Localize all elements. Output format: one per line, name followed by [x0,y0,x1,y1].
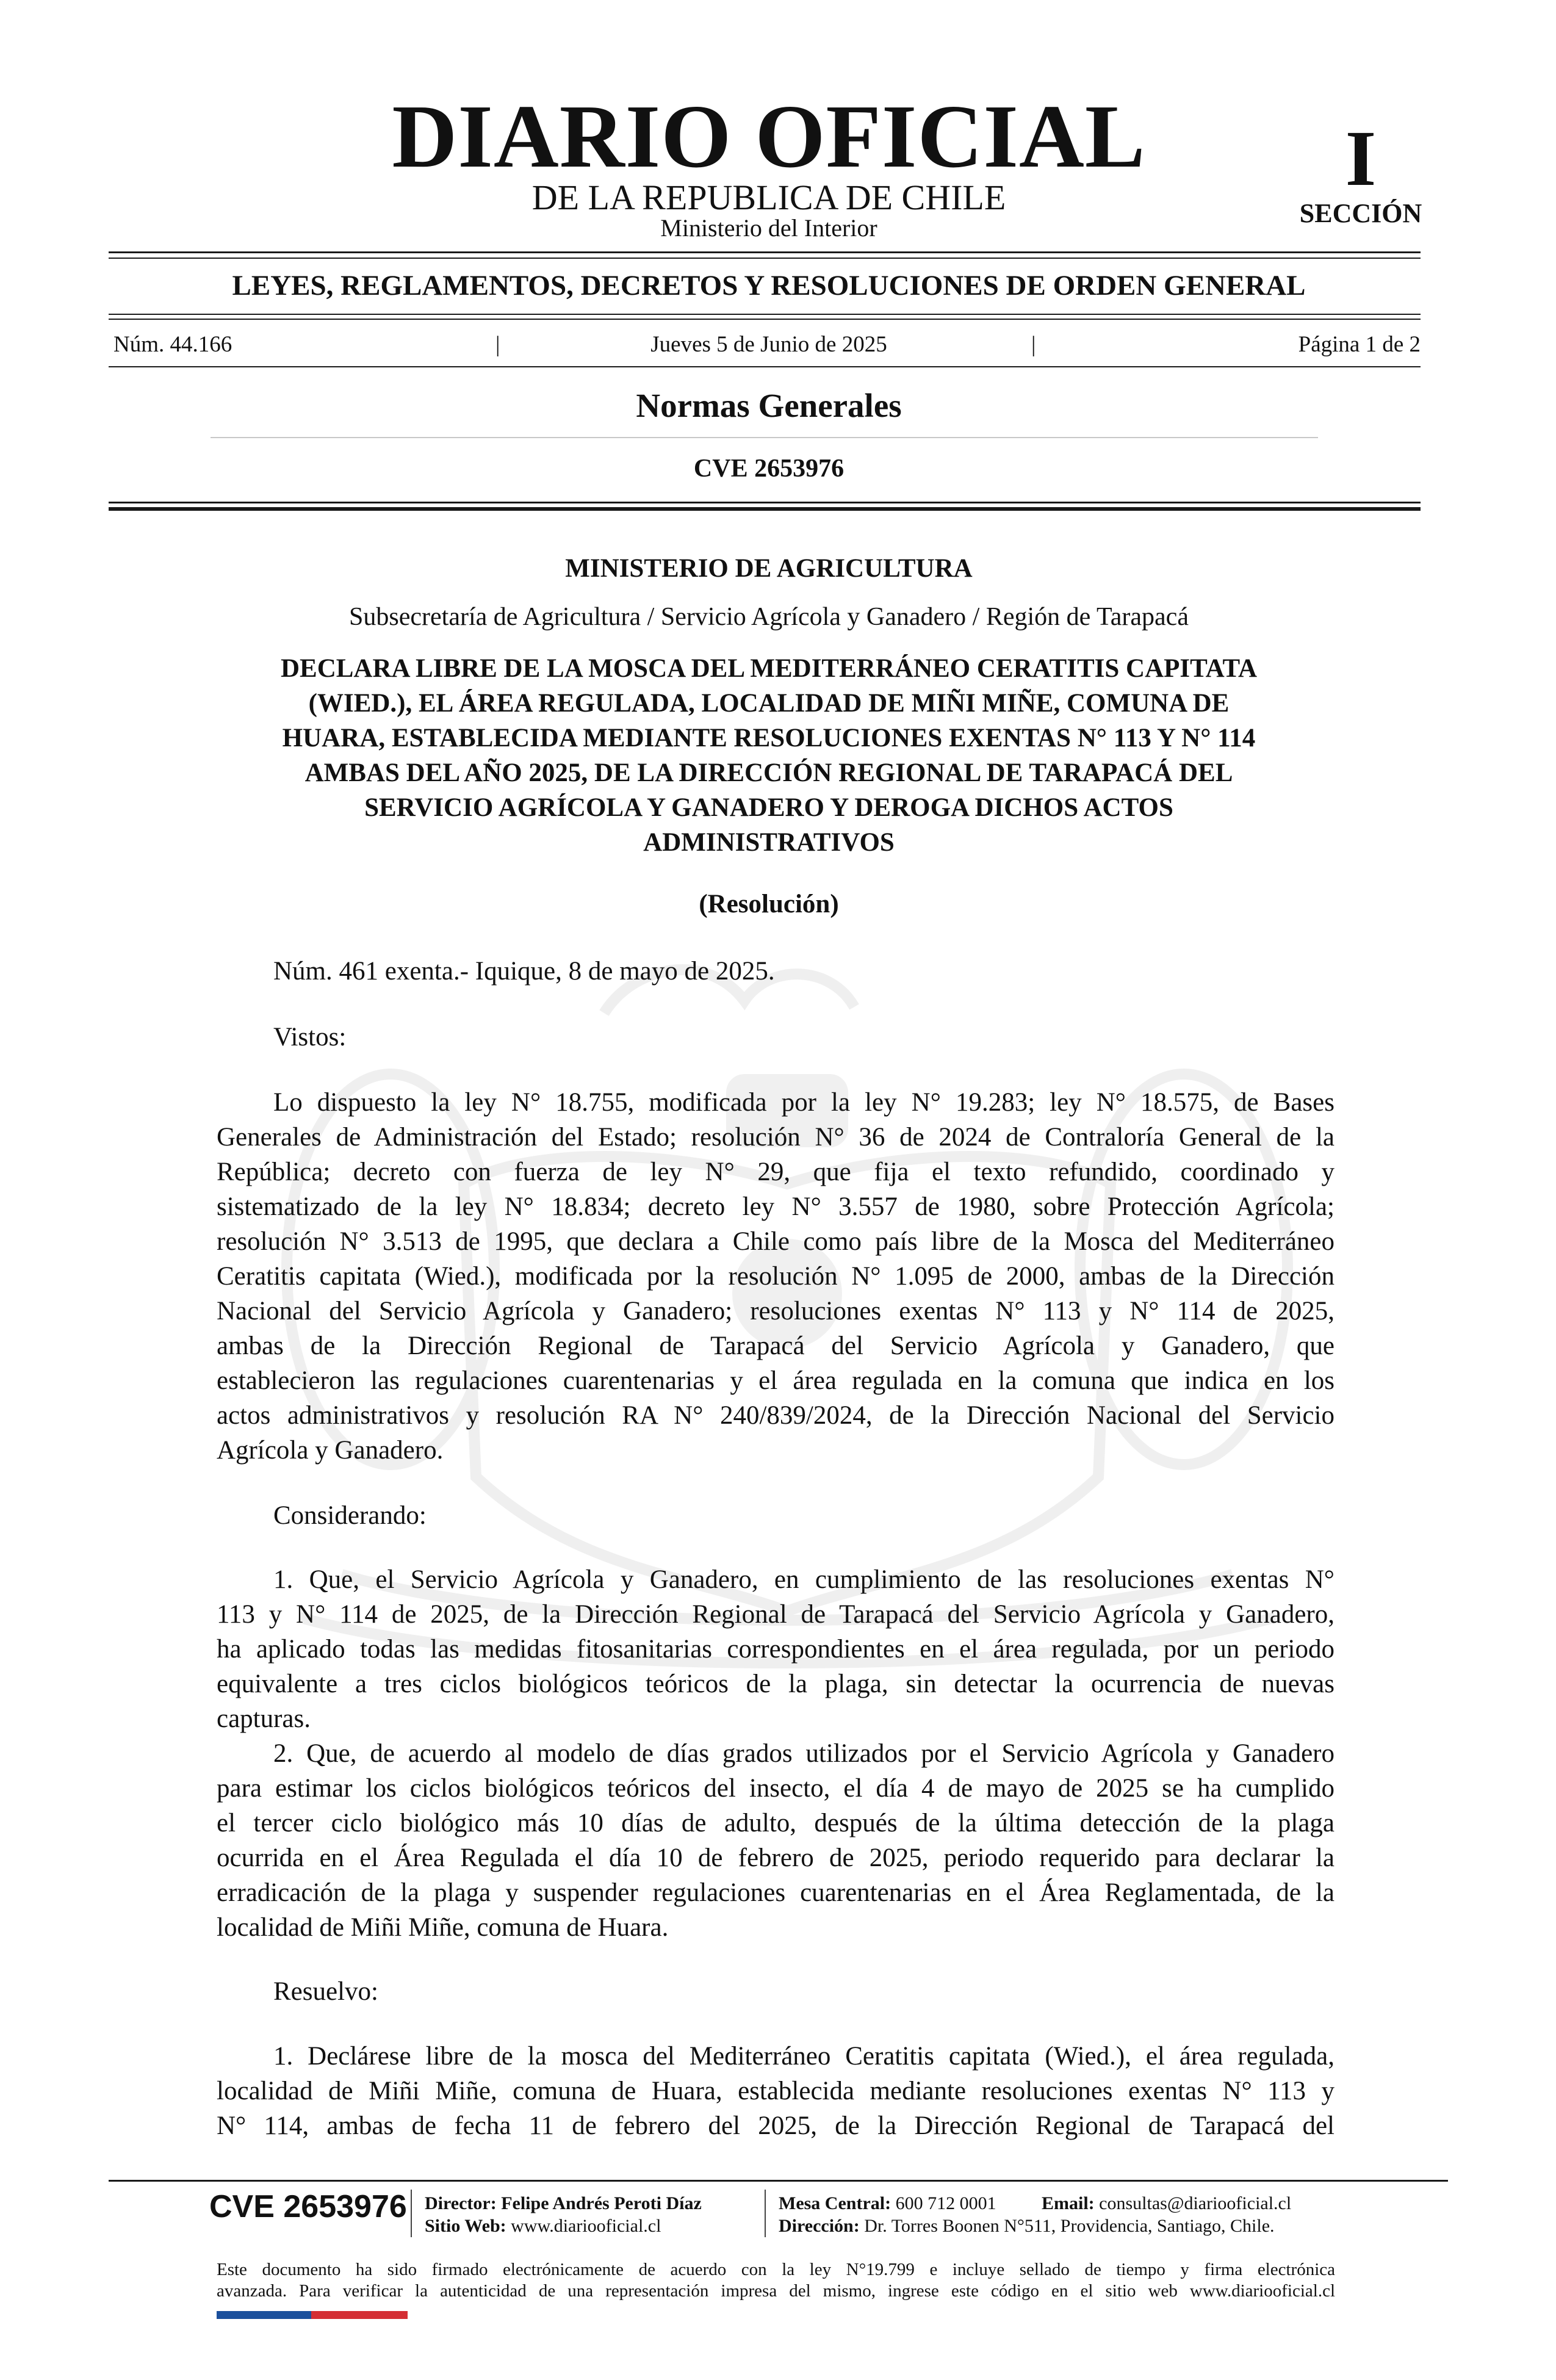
footer-cve-code: CVE 2653976 [209,2189,407,2224]
declaration-title-line: AMBAS DEL AÑO 2025, DE LA DIRECCIÓN REGIONAL DE TARAPACÁ DEL [304,759,1233,787]
meta-separator: | [495,332,500,357]
considerando-line: localidad de Miñi Miñe, comuna de Huara. [217,1913,669,1942]
page-indicator: Página 1 de 2 [1298,332,1421,357]
subsecretaria-line: Subsecretaría de Agricultura / Servicio Agrícola y Ganadero / Región de Tarapacá [349,603,1189,631]
flag-stripe-red [311,2311,408,2319]
vistos-line: establecieron las regulaciones cuarentenarias y el área regulada en la comuna que indica en los [217,1366,1334,1395]
considerando-line: 1. Que, el Servicio Agrícola y Ganadero, en cumplimiento de las resoluciones exentas N° [273,1565,1334,1594]
resuelvo-line: N° 114, ambas de fecha 11 de febrero del 2025, de la Dirección Regional de Tarapacá del [217,2111,1334,2140]
phone-number: 600 712 0001 [895,2193,996,2213]
website-link[interactable]: www.diariooficial.cl [511,2216,661,2236]
vistos-line: Ceratitis capitata (Wied.), modificada por la resolución N° 1.095 de 2000, ambas de la Dirección [217,1262,1334,1291]
cve-code: CVE 2653976 [693,455,845,483]
address-label: Dirección: [779,2216,860,2236]
considerando-line: 113 y N° 114 de 2025, de la Dirección Regional de Tarapacá del Servicio Agrícola y Ganadero, [217,1600,1334,1629]
vistos-line: Generales de Administración del Estado; resolución N° 36 de 2024 de Contraloría General de la [217,1123,1334,1152]
vistos-line: resolución N° 3.513 de 1995, que declara a Chile como país libre de la Mosca del Mediterráneo [217,1227,1334,1256]
section-heading: LEYES, REGLAMENTOS, DECRETOS Y RESOLUCIONES DE ORDEN GENERAL [232,270,1306,301]
masthead-ministry: Ministerio del Interior [660,214,877,242]
meta-rule [109,366,1421,367]
vistos-label: Vistos: [273,1023,347,1051]
masthead-title: DIARIO OFICIAL [392,87,1146,187]
considerando-line: para estimar los ciclos biológicos teóricos del insecto, el día 4 de mayo de 2025 se ha cumplido [217,1774,1334,1803]
footer-director [425,2194,702,2213]
considerando-line: equivalente a tres ciclos biológicos teóricos de la plaga, sin detectar la ocurrencia de nuevas [217,1670,1334,1698]
masthead-rule-thin [109,258,1421,259]
considerando-line: ha aplicado todas las medidas fitosanitarias correspondientes en el área regulada, por un periodo [217,1635,1334,1664]
vistos-line: sistematizado de la ley N° 18.834; decreto ley N° 3.557 de 1980, sobre Protección Agrícola; [217,1192,1334,1221]
section-rule-thin [109,319,1421,320]
resuelvo-line: localidad de Miñi Miñe, comuna de Huara, establecida mediante resoluciones exentas N° 113 y [217,2077,1334,2105]
email-label: Email: [1042,2193,1095,2213]
declaration-title [201,651,1336,860]
vistos-line: República; decreto con fuerza de ley N° 29, que fija el texto refundido, coordinado y [217,1158,1334,1186]
meta-separator: | [1031,332,1036,357]
vistos-line: Agrícola y Ganadero. [217,1436,444,1465]
footer-phone [779,2194,996,2213]
director-name: Felipe Andrés Peroti Díaz [501,2193,702,2213]
declaration-title-line: HUARA, ESTABLECIDA MEDIANTE RESOLUCIONES EXENTAS N° 113 Y N° 114 [282,724,1256,752]
footer-email [1042,2194,1291,2213]
director-label: Director: [425,2193,497,2213]
masthead-rule [109,251,1421,253]
header-bottom-rule [109,502,1421,503]
footer-divider [765,2190,766,2237]
footer-website [425,2217,661,2235]
footer-signature-note: Este documento ha sido firmado electrónicamente de acuerdo con la ley N°19.799 e incluye sellado de tiempo y firma electrónica [217,2260,1335,2279]
phone-label: Mesa Central: [779,2193,891,2213]
resuelvo-label: Resuelvo: [273,1977,378,2006]
footer-address [779,2217,1275,2235]
email-link[interactable]: consultas@diariooficial.cl [1099,2193,1292,2213]
footer-signature-note: avanzada. Para verificar la autenticidad de una representación impresa del mismo, ingrese este código en el sitio web www.diariooficial.cl [217,2281,1335,2301]
resolution-label: (Resolución) [699,890,839,918]
considerando-label: Considerando: [273,1501,427,1530]
declaration-title-line: SERVICIO AGRÍCOLA Y GANADERO Y DEROGA DICHOS ACTOS [364,793,1173,822]
vistos-line: actos administrativos y resolución RA N° 240/839/2024, de la Dirección Nacional del Servicio [217,1401,1334,1430]
ministry-name: MINISTERIO DE AGRICULTURA [565,554,973,583]
vistos-line: ambas de la Dirección Regional de Tarapacá del Servicio Agrícola y Ganadero, que [217,1332,1334,1360]
norm-rule [211,437,1318,438]
considerando-line: erradicación de la plaga y suspender regulaciones cuarentenarias en el Área Reglamentada, de la [217,1878,1334,1907]
considerando-line: capturas. [217,1704,311,1733]
declaration-title-line: ADMINISTRATIVOS [643,828,895,857]
issue-date: Jueves 5 de Junio de 2025 [650,332,887,357]
considerando-line: ocurrida en el Área Regulada el día 10 de febrero de 2025, periodo requerido para declarar la [217,1844,1334,1872]
website-label: Sitio Web: [425,2216,506,2236]
footer-rule [109,2180,1448,2182]
section-label: SECCIÓN [1299,198,1422,228]
considerando-line: el tercer ciclo biológico más 10 días de adulto, después de la última detección de la plaga [217,1809,1334,1837]
vistos-line: Nacional del Servicio Agrícola y Ganadero; resoluciones exentas N° 113 y N° 114 de 2025, [217,1297,1334,1325]
header-bottom-rule-thick [109,507,1421,511]
resolution-number: Núm. 461 exenta.- Iquique, 8 de mayo de 2025. [273,957,775,986]
vistos-line: Lo dispuesto la ley N° 18.755, modificada por la ley N° 19.283; ley N° 18.575, de Bases [273,1088,1334,1117]
declaration-title-line: (WIED.), EL ÁREA REGULADA, LOCALIDAD DE MIÑI MIÑE, COMUNA DE [308,689,1230,718]
issue-number: Núm. 44.166 [113,332,232,357]
declaration-title-line: DECLARA LIBRE DE LA MOSCA DEL MEDITERRÁNEO CERATITIS CAPITATA [280,654,1258,683]
masthead-subtitle: DE LA REPUBLICA DE CHILE [531,178,1006,217]
section-number: I [1345,115,1377,203]
resuelvo-line: 1. Declárese libre de la mosca del Mediterráneo Ceratitis capitata (Wied.), el área regulada, [273,2042,1334,2071]
considerando-line: 2. Que, de acuerdo al modelo de días grados utilizados por el Servicio Agrícola y Ganadero [273,1739,1334,1768]
footer-divider [411,2190,412,2237]
flag-stripe-blue [217,2311,311,2319]
section-rule [109,314,1421,315]
address-text: Dr. Torres Boonen N°511, Providencia, Santiago, Chile. [864,2216,1275,2236]
norm-title: Normas Generales [636,387,902,424]
